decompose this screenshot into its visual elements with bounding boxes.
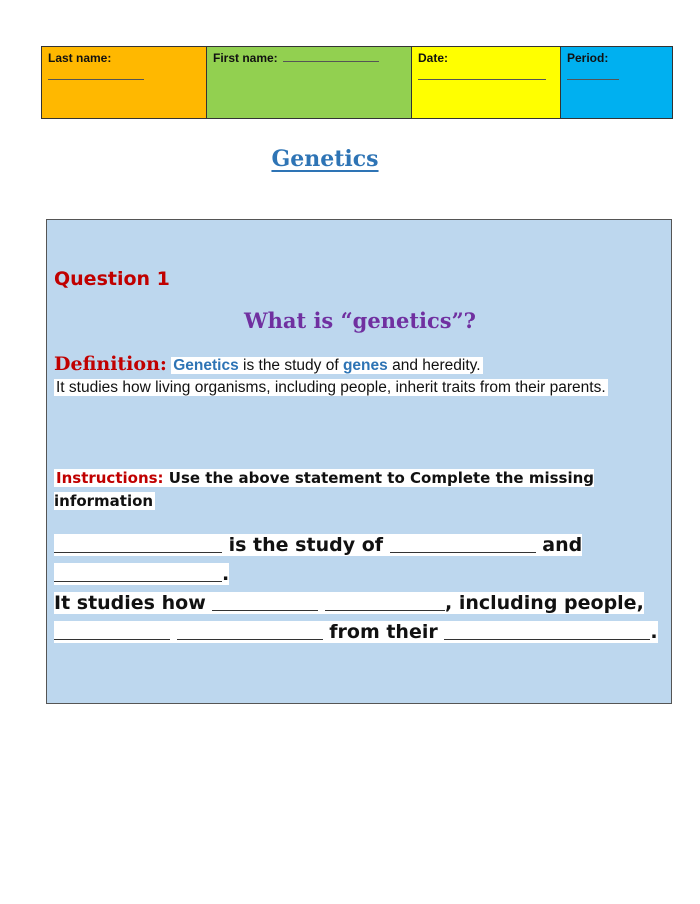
fill-blank-6[interactable] [54,621,170,640]
fill-end: . [650,621,658,643]
fill-blank-4[interactable] [212,592,318,611]
fill-blank-7[interactable] [177,621,323,640]
page-title: Genetics [271,146,379,172]
fill-period: . [222,563,230,585]
definition-line-1 [171,357,482,374]
fill-from: from their [329,621,438,643]
first-name-label: First name: [213,51,278,65]
first-name-cell[interactable] [207,47,412,119]
fill-in-exercise [54,531,666,647]
question-label: Question 1 [54,268,170,290]
question-title: What is “genetics”? [243,308,476,333]
fill-blank-1[interactable] [54,534,222,553]
question-panel [46,219,672,704]
definition-end: and heredity. [387,357,481,374]
fill-blank-3[interactable] [54,563,222,582]
last-name-cell[interactable] [42,47,207,119]
definition-line-2: It studies how living organisms, including people, inherit traits from their parents. [56,379,606,396]
period-label: Period: [567,51,609,65]
last-name-blank[interactable] [48,67,144,80]
last-name-label: Last name: [48,51,112,65]
date-blank[interactable] [418,67,546,80]
instructions-text: Use the above statement to Complete the missing information [54,469,594,510]
definition-term: Genetics [173,357,239,374]
fill-blank-2[interactable] [390,534,536,553]
date-label: Date: [418,51,449,65]
period-cell[interactable] [561,47,673,119]
definition-label: Definition: [54,353,167,375]
fill-and: and [542,534,583,556]
definition-mid: is the study of [238,357,343,374]
fill-blank-5[interactable] [325,592,445,611]
definition-genes: genes [342,357,388,374]
instructions [54,467,634,513]
fill-part1: is the study of [228,534,384,556]
definition-block [54,353,654,399]
fill-part2: It studies how [54,592,206,614]
fill-blank-8[interactable] [444,621,650,640]
student-info-header [41,46,673,119]
period-blank[interactable] [567,67,619,80]
instructions-label: Instructions: [56,469,164,487]
fill-including: , including people, [445,592,644,614]
date-cell[interactable] [412,47,561,119]
first-name-blank[interactable] [283,51,379,62]
